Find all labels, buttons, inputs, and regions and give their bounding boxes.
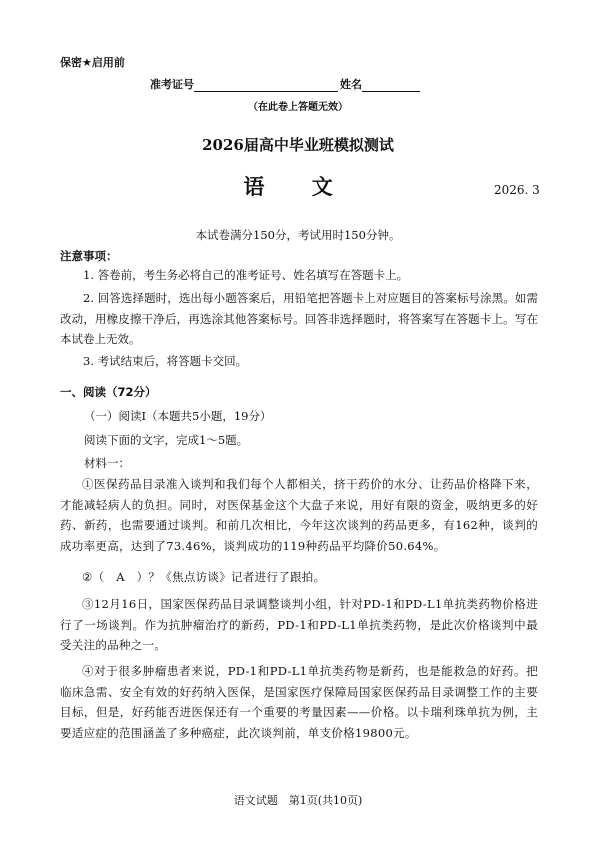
exam-title: 2026届高中毕业班模拟测试	[202, 136, 394, 154]
notice-item: 2. 回答选择题时，选出每小题答案后，用铅笔把答题卡上对应题目的答案标号涂黑。如需改动，用橡皮擦干净后，再选涂其他答案标号。回答非选择题时，将答案写在答题卡上。写在本试卷上无效。	[60, 291, 538, 346]
invalid-note: （在此卷上答题无效）	[248, 102, 348, 113]
notice-item: 3. 考试结束后，将答题卡交回。	[83, 354, 248, 368]
body-paragraph: ①医保药品目录准入谈判和我们每个人都相关，挤干药价的水分、让药品价格降下来，才能减轻病人的负担。同时，对医保基金这个大盘子来说，用好有限的资金，吸纳更多的好药、新药，也需要通过谈判。和前几次相比，今年这次谈判的药品更多，有162种，谈判的成功率更高，达到了73.46%，谈判成功的119种药品平均降价50.64%。	[60, 477, 538, 553]
section-heading: 一、阅读（72分）	[60, 385, 157, 399]
score-line: 本试卷满分150分，考试用时150分钟。	[195, 228, 401, 242]
confidential-label: 保密★启用前	[60, 56, 125, 69]
notice-item: 1. 答卷前，考生务必将自己的准考证号、姓名填写在答题卡上。	[83, 268, 409, 282]
notice-heading: 注意事项：	[60, 249, 118, 263]
body-paragraph: ④对于很多肿瘤患者来说，PD-1和PD-L1单抗类药物是新药，也是能救急的好药。把临床急需、安全有效的好药纳入医保，是国家医疗保障局国家医保药品目录调整工作的主要目标，但是，好药能否进医保还有一个重要的考量因素——价格。以卡瑞利珠单抗为例，主要适应症的范围涵盖了多种癌症，此次谈判前，单支价格19800元。	[60, 664, 538, 740]
material-label: 材料一：	[84, 456, 130, 470]
body-paragraph: ②（ A ）？《焦点访谈》记者进行了跟拍。	[82, 570, 326, 584]
name-blank	[362, 80, 420, 92]
name-label: 姓名	[340, 78, 362, 91]
subject-title: 语 文	[243, 174, 353, 199]
exam-date: 2026. 3	[494, 183, 540, 197]
exam-id-label: 准考证号	[150, 78, 194, 91]
page-footer: 语文试题 第1页(共10页)	[233, 794, 363, 807]
candidate-info-line	[150, 76, 420, 92]
body-paragraph: ③12月16日，国家医保药品目录调整谈判小组，针对PD-1和PD-L1单抗类药物价格进行了一场谈判。作为抗肿瘤治疗的新药，PD-1和PD-L1单抗类药物，是此次价格谈判中最受关注的品种之一。	[60, 597, 538, 652]
reading-instruction: 阅读下面的文字，完成1～5题。	[84, 433, 249, 447]
exam-id-blank	[194, 80, 338, 92]
subsection-heading: （一）阅读Ⅰ（本题共5小题，19分）	[84, 409, 272, 423]
